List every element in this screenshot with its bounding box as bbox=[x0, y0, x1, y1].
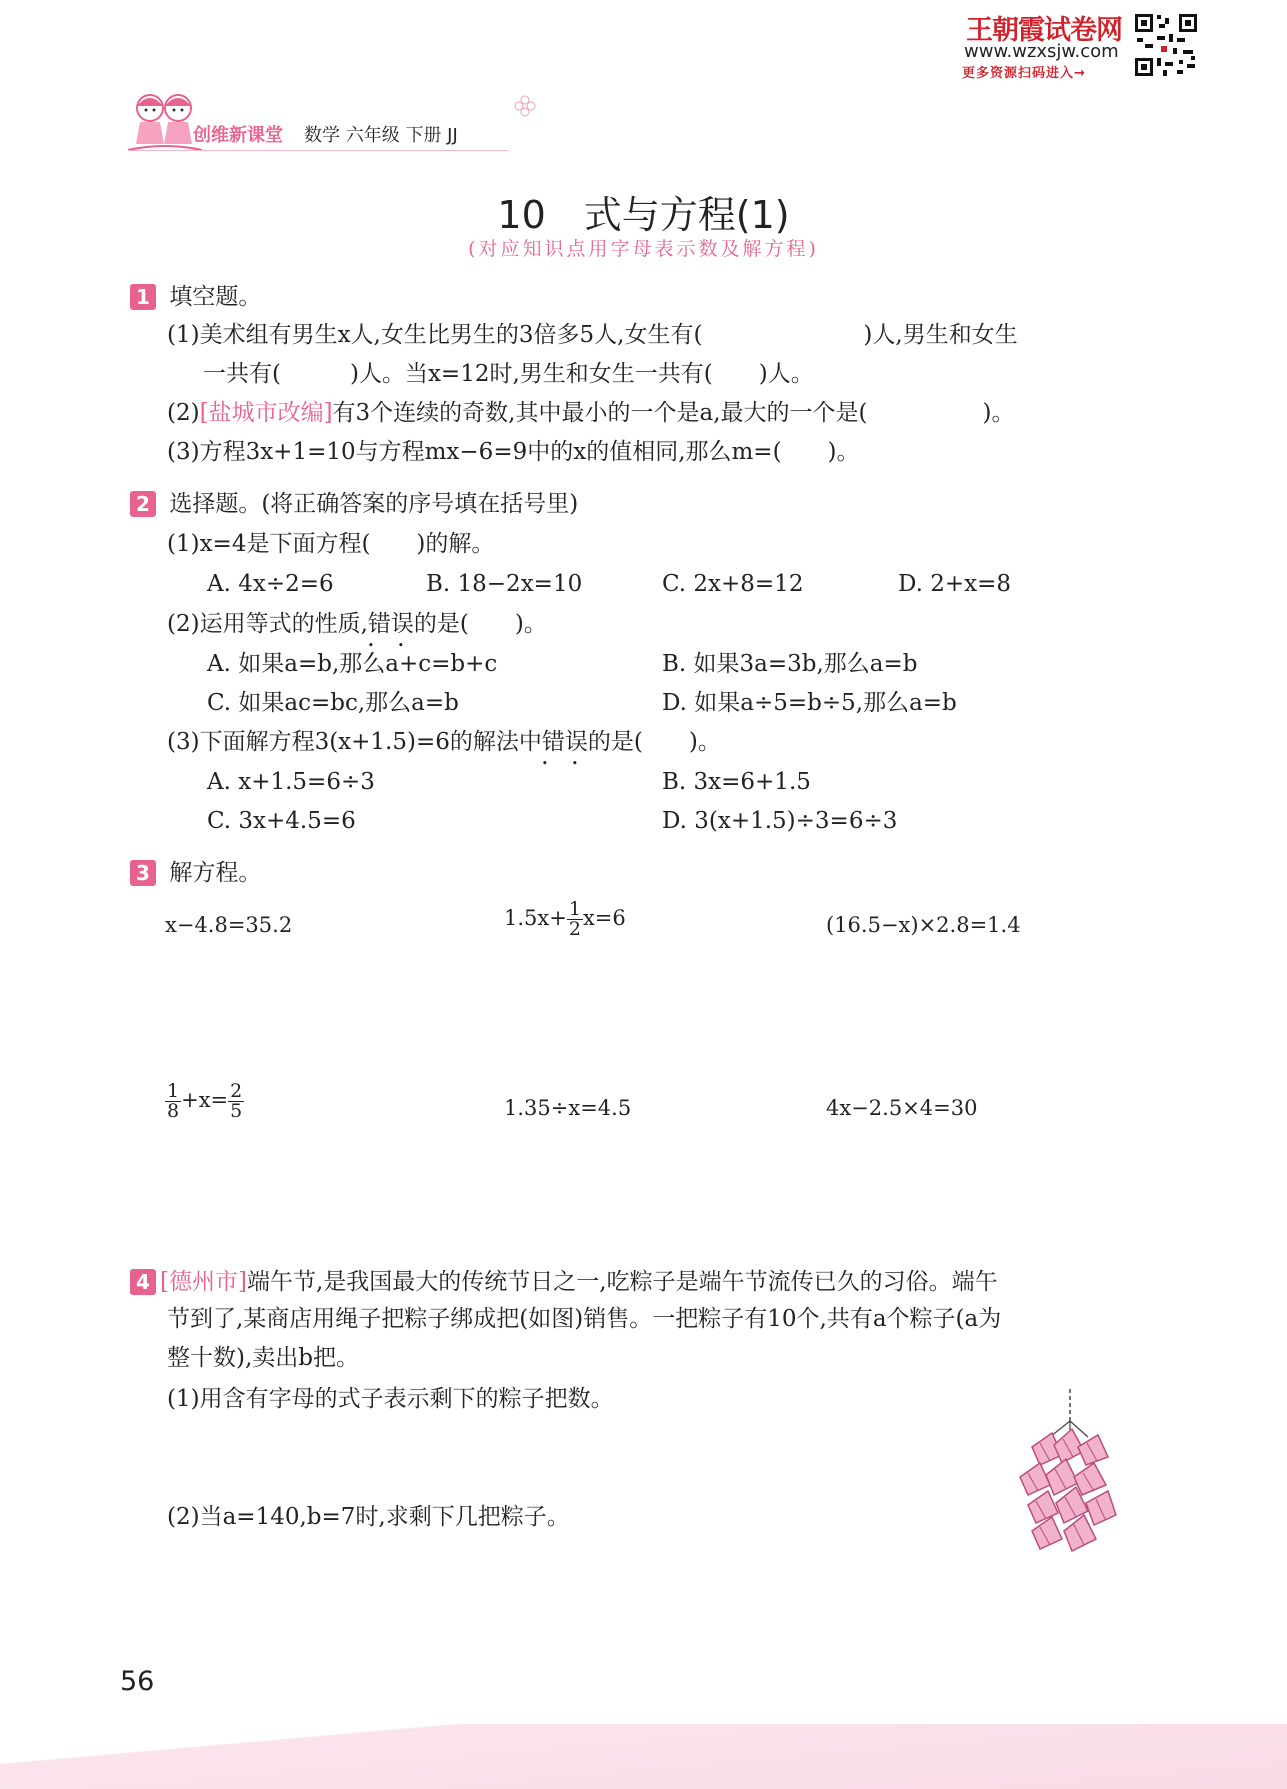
q1-item2-tag: [盐城市改编] bbox=[199, 400, 333, 426]
q2-item2-opt-d: D. 如果a÷5=b÷5,那么a=b bbox=[662, 690, 957, 716]
q2-number: 2 bbox=[130, 491, 156, 517]
q2-item3-emphasis: 错误 • • bbox=[542, 731, 588, 754]
q3-eq4-numerator1: 1 bbox=[167, 1080, 180, 1102]
q1-item1-line1: (1)美术组有男生x人,女生比男生的3倍多5人,女生有( )人,男生和女生 bbox=[167, 322, 1018, 348]
page-subtitle: (对应知识点用字母表示数及解方程) bbox=[468, 238, 819, 260]
q3-eq2 bbox=[504, 900, 626, 939]
q4-tag: [德州市] bbox=[160, 1269, 247, 1295]
q1-number: 1 bbox=[130, 284, 156, 310]
q2-item1-opt-b: B. 18−2x=10 bbox=[426, 571, 583, 597]
q2-item2-opt-c: C. 如果ac=bc,那么a=b bbox=[207, 690, 459, 716]
q2-item1-opt-d: D. 2+x=8 bbox=[898, 571, 1012, 597]
q3-eq4-fraction1 bbox=[165, 1082, 181, 1121]
series-name: 创维新课堂 bbox=[193, 125, 283, 146]
q1-title: 填空题。 bbox=[169, 284, 262, 310]
q4-item2: (2)当a=140,b=7时,求剩下几把粽子。 bbox=[167, 1504, 570, 1530]
q3-number: 3 bbox=[130, 860, 156, 886]
q3-eq4-mid: +x= bbox=[181, 1088, 229, 1112]
q3-eq4 bbox=[165, 1082, 244, 1121]
q2-item2-post: 的是( )。 bbox=[413, 611, 547, 637]
q3-eq2-numerator: 1 bbox=[568, 898, 581, 920]
q3-eq5: 1.35÷x=4.5 bbox=[504, 1096, 632, 1120]
page-number: 56 bbox=[120, 1666, 155, 1697]
q3-eq4-denominator2: 5 bbox=[230, 1100, 243, 1122]
q2-item3-opt-b: B. 3x=6+1.5 bbox=[662, 769, 811, 795]
q2-title: 选择题。(将正确答案的序号填在括号里) bbox=[169, 491, 579, 517]
q2-header bbox=[130, 491, 578, 517]
q1-item1-line2: 一共有( )人。当x=12时,男生和女生一共有( )人。 bbox=[203, 361, 814, 387]
q2-item3-post: 的是( )。 bbox=[587, 729, 721, 755]
header-divider bbox=[128, 150, 508, 151]
q2-item3-opt-d: D. 3(x+1.5)÷3=6÷3 bbox=[662, 808, 898, 834]
q3-header bbox=[130, 860, 261, 886]
brand-name: 王朝霞试卷网 bbox=[966, 15, 1122, 46]
q2-item2-pre: (2)运用等式的性质, bbox=[167, 611, 368, 637]
q4-item1: (1)用含有字母的式子表示剩下的粽子把数。 bbox=[167, 1386, 614, 1412]
q3-eq2-denominator: 2 bbox=[568, 918, 581, 940]
q2-item3-pre: (3)下面解方程3(x+1.5)=6的解法中 bbox=[167, 729, 542, 755]
q4-line3: 整十数),卖出b把。 bbox=[167, 1345, 360, 1371]
q4-line1 bbox=[130, 1269, 998, 1295]
q4-line2: 节到了,某商店用绳子把粽子绑成把(如图)销售。一把粽子有10个,共有a个粽子(a为 bbox=[167, 1306, 1002, 1332]
q1-item2-prefix: (2) bbox=[167, 400, 200, 426]
q1-item3: (3)方程3x+1=10与方程mx−6=9中的x的值相同,那么m=( )。 bbox=[167, 439, 860, 465]
q2-item1-opt-a: A. 4x÷2=6 bbox=[207, 571, 334, 597]
q2-item1: (1)x=4是下面方程( )的解。 bbox=[167, 531, 495, 557]
q2-item2-opt-a: A. 如果a=b,那么a+c=b+c bbox=[207, 651, 498, 677]
q2-item2-opt-b: B. 如果3a=3b,那么a=b bbox=[662, 651, 918, 677]
q1-item2 bbox=[167, 402, 1014, 425]
q1-item2-text: 有3个连续的奇数,其中最小的一个是a,最大的一个是( )。 bbox=[332, 400, 1015, 426]
q3-eq1: x−4.8=35.2 bbox=[165, 913, 293, 937]
q2-item3 bbox=[167, 731, 721, 754]
q4-number: 4 bbox=[130, 1269, 156, 1295]
qr-code-icon[interactable] bbox=[1133, 12, 1199, 78]
q3-eq4-numerator2: 2 bbox=[230, 1080, 243, 1102]
q3-eq2-fraction bbox=[567, 900, 583, 939]
q3-title: 解方程。 bbox=[169, 860, 262, 886]
q3-eq4-denominator1: 8 bbox=[167, 1100, 180, 1122]
footer-band bbox=[0, 1724, 1287, 1789]
q1-header bbox=[130, 284, 261, 310]
q3-eq2-pre: 1.5x+ bbox=[504, 906, 567, 930]
q2-item2 bbox=[167, 613, 547, 636]
q3-eq4-fraction2 bbox=[228, 1082, 244, 1121]
q2-item2-emphasis: 错误 • • bbox=[368, 613, 414, 636]
q2-item3-opt-a: A. x+1.5=6÷3 bbox=[207, 769, 375, 795]
q3-eq6: 4x−2.5×4=30 bbox=[826, 1096, 978, 1120]
q3-eq3: (16.5−x)×2.8=1.4 bbox=[826, 913, 1021, 937]
brand-url[interactable]: www.wzxsjw.com bbox=[964, 41, 1119, 62]
q3-eq2-post: x=6 bbox=[582, 906, 626, 930]
brand-slogan: 更多资源扫码进入→ bbox=[962, 66, 1086, 81]
q2-item1-opt-c: C. 2x+8=12 bbox=[662, 571, 804, 597]
zongzi-bundle-image bbox=[1010, 1385, 1130, 1565]
series-subject: 数学 六年级 下册 JJ bbox=[304, 125, 458, 146]
q4-line1-text: 端午节,是我国最大的传统节日之一,吃粽子是端午节流传已久的习俗。端午 bbox=[246, 1269, 998, 1295]
page-title: 10 式与方程(1) bbox=[497, 193, 790, 237]
q2-item3-opt-c: C. 3x+4.5=6 bbox=[207, 808, 356, 834]
flower-icon bbox=[514, 95, 536, 117]
